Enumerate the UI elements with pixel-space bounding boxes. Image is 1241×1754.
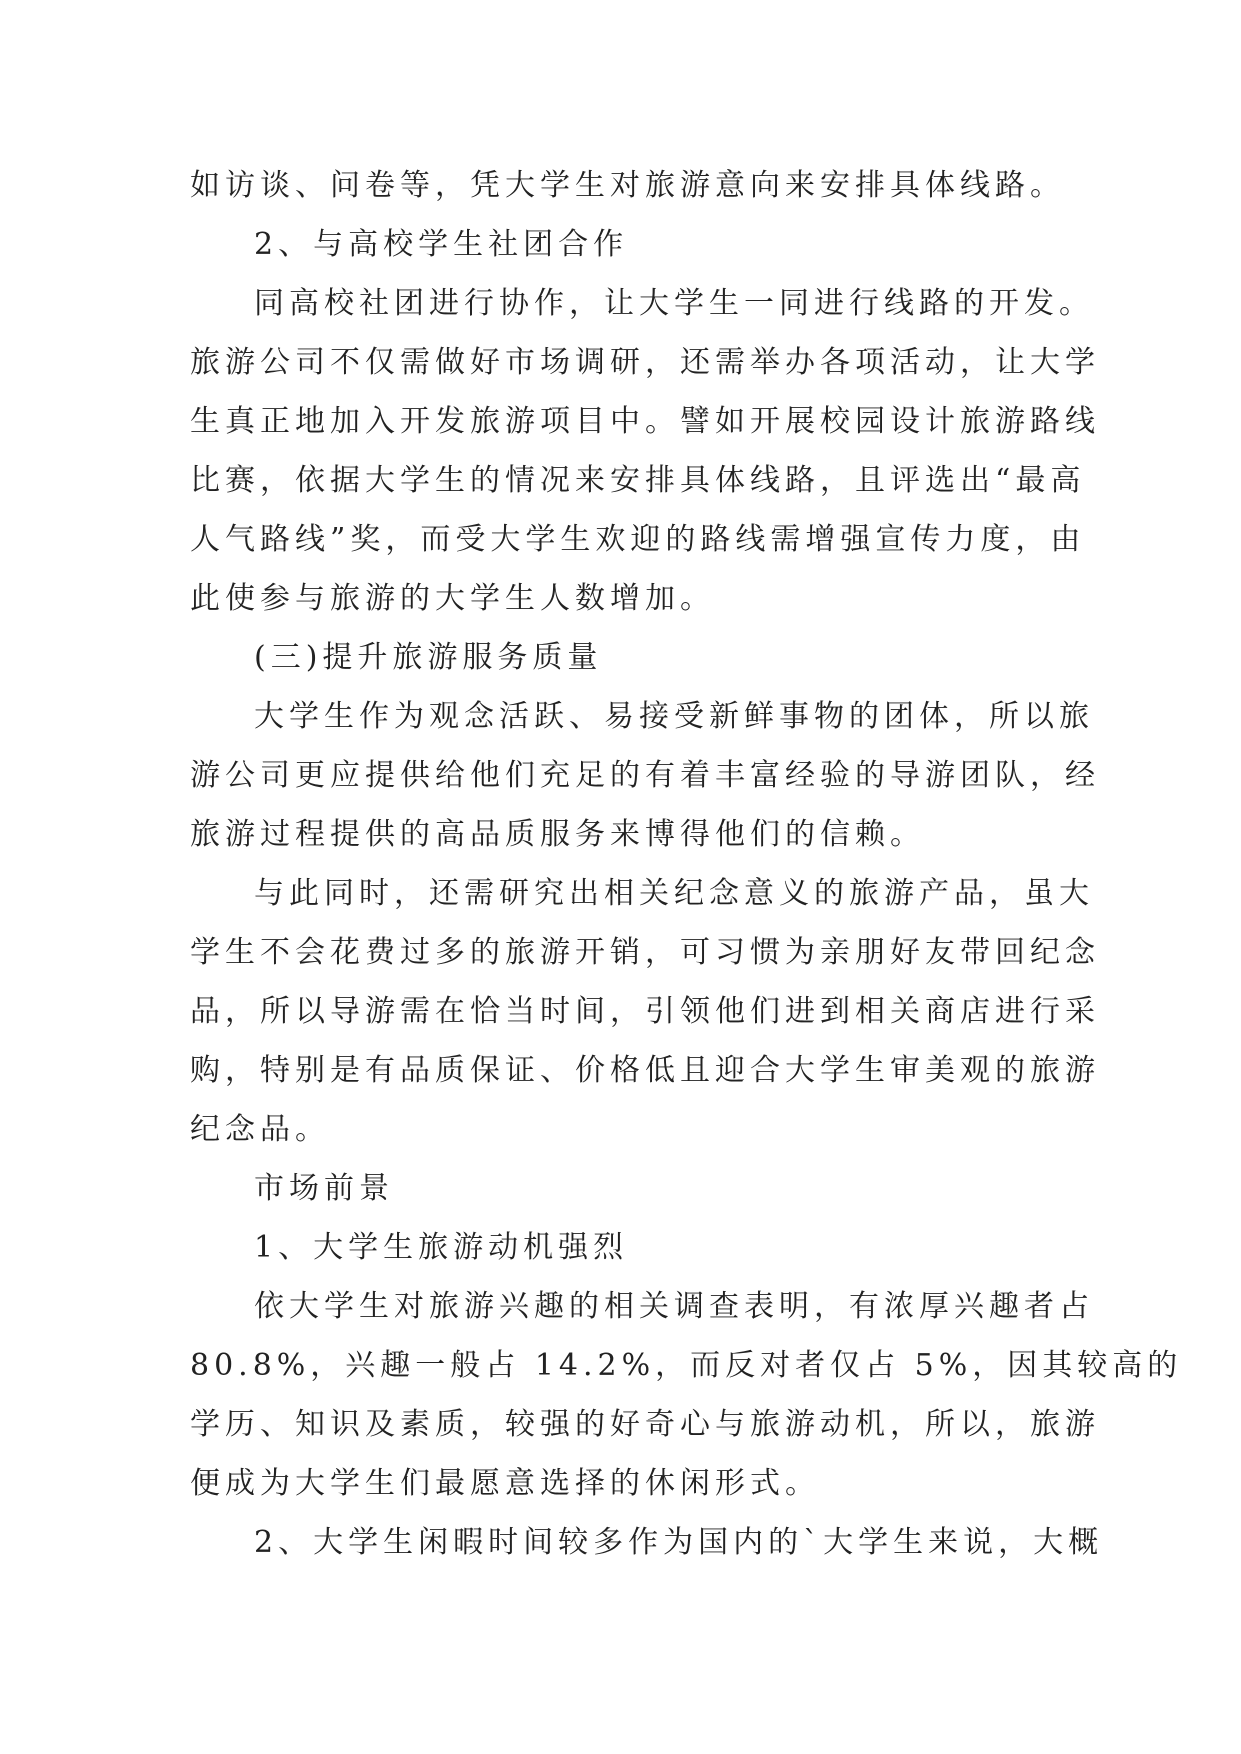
text-line: 购，特别是有品质保证、价格低且迎合大学生审美观的旅游: [190, 1053, 1100, 1088]
text-line: 依大学生对旅游兴趣的相关调查表明，有浓厚兴趣者占: [254, 1289, 1094, 1324]
section-heading: 2、大学生闲暇时间较多作为国内的`大学生来说，大概: [254, 1525, 1104, 1560]
text-line: 生真正地加入开发旅游项目中。譬如开展校园设计旅游路线: [190, 404, 1100, 439]
text-line: 游公司更应提供给他们充足的有着丰富经验的导游团队，经: [190, 758, 1100, 793]
text-line: 80.8%，兴趣一般占 14.2%，而反对者仅占 5%，因其较高的: [190, 1348, 1183, 1383]
section-heading: 1、大学生旅游动机强烈: [254, 1230, 629, 1265]
text-line: 人气路线”奖，而受大学生欢迎的路线需增强宣传力度，由: [190, 522, 1086, 557]
section-heading: 市场前景: [254, 1171, 394, 1206]
text-line: 纪念品。: [190, 1112, 330, 1147]
text-line: 此使参与旅游的大学生人数增加。: [190, 581, 715, 616]
text-line: 大学生作为观念活跃、易接受新鲜事物的团体，所以旅: [254, 699, 1094, 734]
document-body: [190, 156, 1183, 1572]
text-line: 与此同时，还需研究出相关纪念意义的旅游产品，虽大: [254, 876, 1094, 911]
text-line: 同高校社团进行协作，让大学生一同进行线路的开发。: [254, 286, 1094, 321]
text-line: 旅游公司不仅需做好市场调研，还需举办各项活动，让大学: [190, 345, 1100, 380]
text-line: 便成为大学生们最愿意选择的休闲形式。: [190, 1466, 820, 1501]
text-line: 品，所以导游需在恰当时间，引领他们进到相关商店进行采: [190, 994, 1100, 1029]
text-line: 如访谈、问卷等，凭大学生对旅游意向来安排具体线路。: [190, 168, 1065, 203]
section-heading: 2、与高校学生社团合作: [254, 227, 629, 262]
text-line: 旅游过程提供的高品质服务来博得他们的信赖。: [190, 817, 925, 852]
section-heading: (三)提升旅游服务质量: [254, 640, 603, 675]
text-line: 学历、知识及素质，较强的好奇心与旅游动机，所以，旅游: [190, 1407, 1100, 1442]
text-line: 学生不会花费过多的旅游开销，可习惯为亲朋好友带回纪念: [190, 935, 1100, 970]
text-line: 比赛，依据大学生的情况来安排具体线路，且评选出“最高: [190, 463, 1086, 498]
